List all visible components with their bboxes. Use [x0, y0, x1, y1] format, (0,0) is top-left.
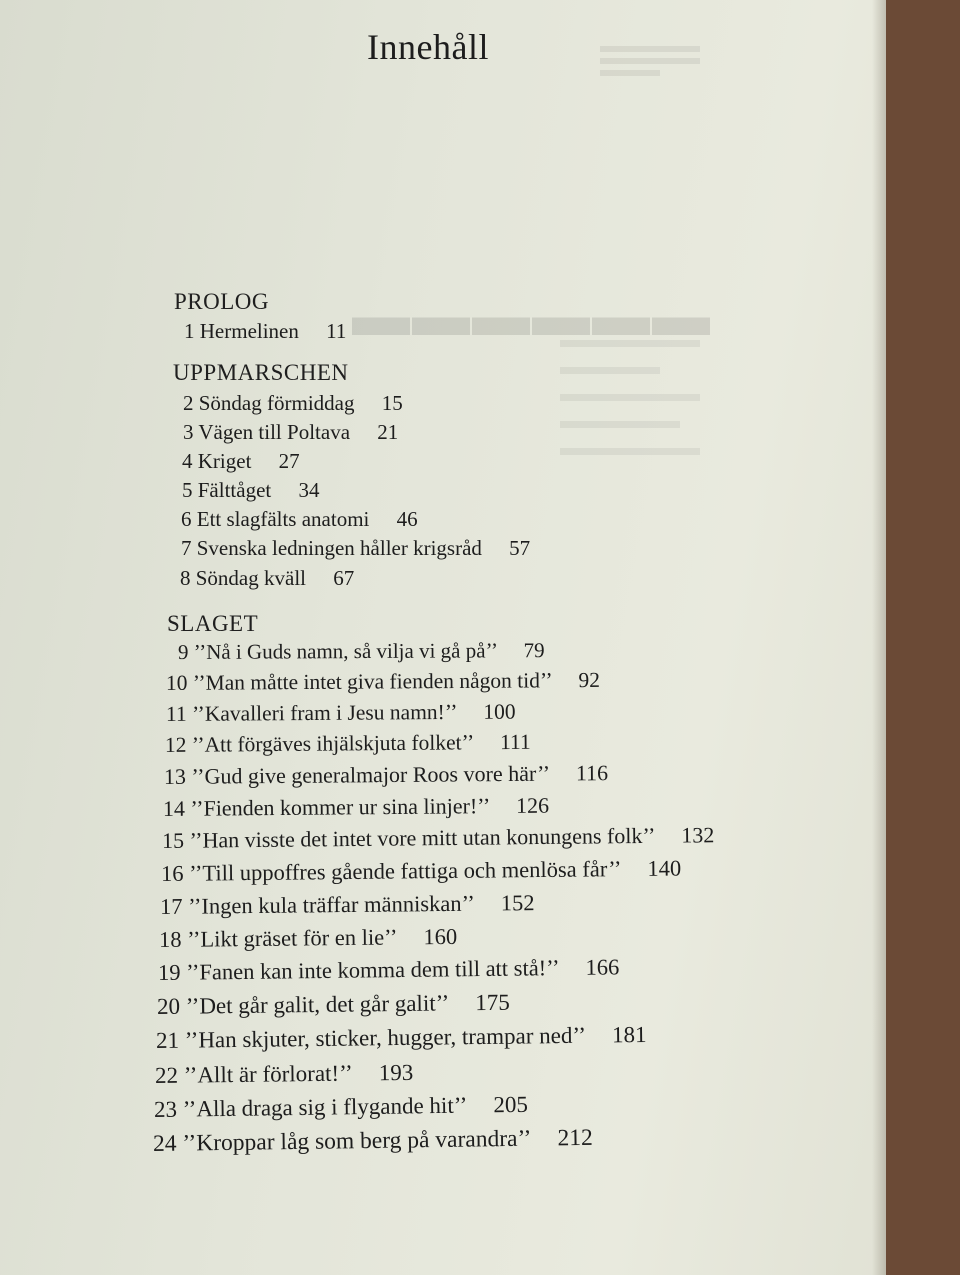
page-number: 193: [378, 1059, 414, 1086]
page-number: 67: [333, 566, 355, 590]
toc-entry: [163, 793, 549, 822]
chapter-number: 1: [184, 319, 195, 343]
toc-entry: [159, 924, 457, 953]
page-number: 27: [278, 449, 300, 473]
chapter-title: ’’Han skjuter, sticker, hugger, trampar ned’’: [184, 1022, 585, 1053]
chapter-number: 10: [165, 670, 188, 695]
page-number: 126: [515, 792, 550, 818]
toc-entry: [184, 319, 346, 344]
chapter-title: ’’Fienden kommer ur sina linjer!’’: [190, 793, 489, 821]
chapter-number: 21: [155, 1027, 180, 1053]
chapter-number: 20: [156, 993, 181, 1019]
toc-entry: [183, 420, 398, 445]
chapter-title: Ett slagfälts anatomi: [196, 507, 370, 531]
page-title: Innehåll: [367, 27, 489, 67]
page-number: 15: [381, 391, 403, 415]
chapter-title: ’’Att förgäves ihjälskjuta folket’’: [191, 730, 473, 757]
toc-entry: [161, 856, 681, 887]
chapter-title: Vägen till Poltava: [198, 420, 351, 444]
toc-entry: [158, 954, 620, 986]
toc-entry: [156, 1022, 647, 1054]
toc-entry: [162, 822, 715, 854]
toc-entry: [183, 391, 403, 416]
chapter-title: ’’Kavalleri fram i Jesu namn!’’: [191, 699, 457, 726]
page-number: 79: [523, 638, 545, 663]
page-number: 140: [647, 855, 682, 881]
chapter-title: Fälttåget: [197, 478, 272, 502]
chapter-title: ’’Nå i Guds namn, så vilja vi gå på’’: [193, 638, 497, 664]
page-number: 166: [585, 954, 620, 980]
page-number: 100: [483, 699, 516, 724]
chapter-title: ’’Till uppoffres gående fattiga och menlösa får’’: [188, 856, 620, 886]
page-number: 34: [298, 478, 320, 502]
chapter-title: Söndag förmiddag: [198, 391, 355, 415]
toc-entry: [166, 668, 600, 696]
toc-entry: [165, 730, 531, 758]
page-edge-shadow: [872, 0, 886, 1275]
chapter-title: ’’Gud give generalmajor Roos vore här’’: [191, 760, 549, 789]
toc-entry: [180, 566, 354, 591]
chapter-number: 19: [157, 959, 181, 985]
toc-entry: [155, 1060, 414, 1089]
chapter-title: ’’Alla draga sig i flygande hit’’: [182, 1092, 466, 1122]
page-number: 132: [681, 822, 715, 848]
toc-entry: [182, 478, 319, 503]
page-number: 152: [500, 890, 535, 916]
chapter-number: 12: [164, 732, 187, 757]
bleed-through-lines: [600, 40, 700, 100]
chapter-title: ’’Likt gräset för en lie’’: [186, 924, 396, 952]
toc-entry: [181, 507, 418, 532]
page-number: 111: [499, 729, 531, 755]
chapter-number: 16: [160, 860, 184, 886]
chapter-number: 24: [152, 1130, 177, 1157]
chapter-title: ’’Fanen kan inte komma dem till att stå!’’: [185, 955, 559, 985]
page-number: 11: [326, 319, 347, 343]
chapter-number: 13: [163, 763, 187, 789]
page-number: 57: [509, 536, 531, 560]
toc-entry: [166, 700, 516, 727]
toc-entry: [160, 890, 535, 920]
page-number: 160: [423, 923, 458, 950]
page-number: 205: [493, 1091, 529, 1118]
chapter-number: 23: [153, 1096, 178, 1122]
section-heading-slaget: SLAGET: [167, 611, 259, 636]
chapter-number: 15: [161, 827, 185, 853]
chapter-number: 2: [183, 391, 194, 415]
page-number: 175: [475, 989, 510, 1016]
section-heading-uppmarschen: UPPMARSCHEN: [173, 360, 349, 385]
chapter-number: 8: [180, 566, 191, 590]
chapter-title: Kriget: [197, 449, 252, 473]
chapter-title: Svenska ledningen håller krigsråd: [196, 536, 482, 560]
chapter-title: Hermelinen: [199, 319, 299, 343]
chapter-number: 4: [182, 449, 193, 473]
bleed-through-lines-2: [560, 320, 700, 520]
toc-entry: [181, 536, 530, 561]
page-number: 181: [611, 1022, 647, 1048]
chapter-number: 11: [165, 701, 187, 726]
toc-entry: [157, 990, 510, 1020]
chapter-number: 17: [159, 893, 183, 919]
chapter-title: ’’Allt är förlorat!’’: [183, 1060, 352, 1088]
chapter-title: ’’Han visste det intet vore mitt utan konungens folk’’: [189, 822, 654, 853]
section-heading-prolog: PROLOG: [174, 289, 270, 314]
chapter-number: 9: [177, 639, 189, 664]
toc-entry: [154, 1092, 528, 1123]
toc-entry: [164, 760, 608, 790]
toc-entry: [178, 638, 545, 665]
chapter-number: 14: [162, 795, 186, 821]
chapter-number: 3: [183, 420, 194, 444]
page-number: 46: [396, 507, 418, 531]
chapter-number: 7: [181, 536, 192, 560]
chapter-number: 22: [154, 1062, 179, 1088]
chapter-number: 6: [181, 507, 192, 531]
page-number: 116: [575, 760, 609, 786]
page-number: 212: [557, 1124, 593, 1152]
toc-entry: [182, 449, 300, 474]
chapter-title: ’’Ingen kula träffar människan’’: [187, 890, 474, 919]
bleed-through-text: ▬▬▬▬▬▬: [352, 283, 712, 348]
chapter-title: ’’Det går galit, det går galit’’: [185, 990, 448, 1019]
chapter-title: ’’Man måtte intet giva fienden någon tid’’: [192, 668, 552, 695]
chapter-title: Söndag kväll: [195, 566, 306, 590]
page-number: 92: [578, 667, 601, 693]
chapter-number: 5: [182, 478, 193, 502]
page-number: 21: [377, 420, 399, 444]
chapter-number: 18: [158, 926, 182, 952]
toc-entry: [153, 1125, 593, 1158]
chapter-title: ’’Kroppar låg som berg på varandra’’: [182, 1125, 530, 1157]
